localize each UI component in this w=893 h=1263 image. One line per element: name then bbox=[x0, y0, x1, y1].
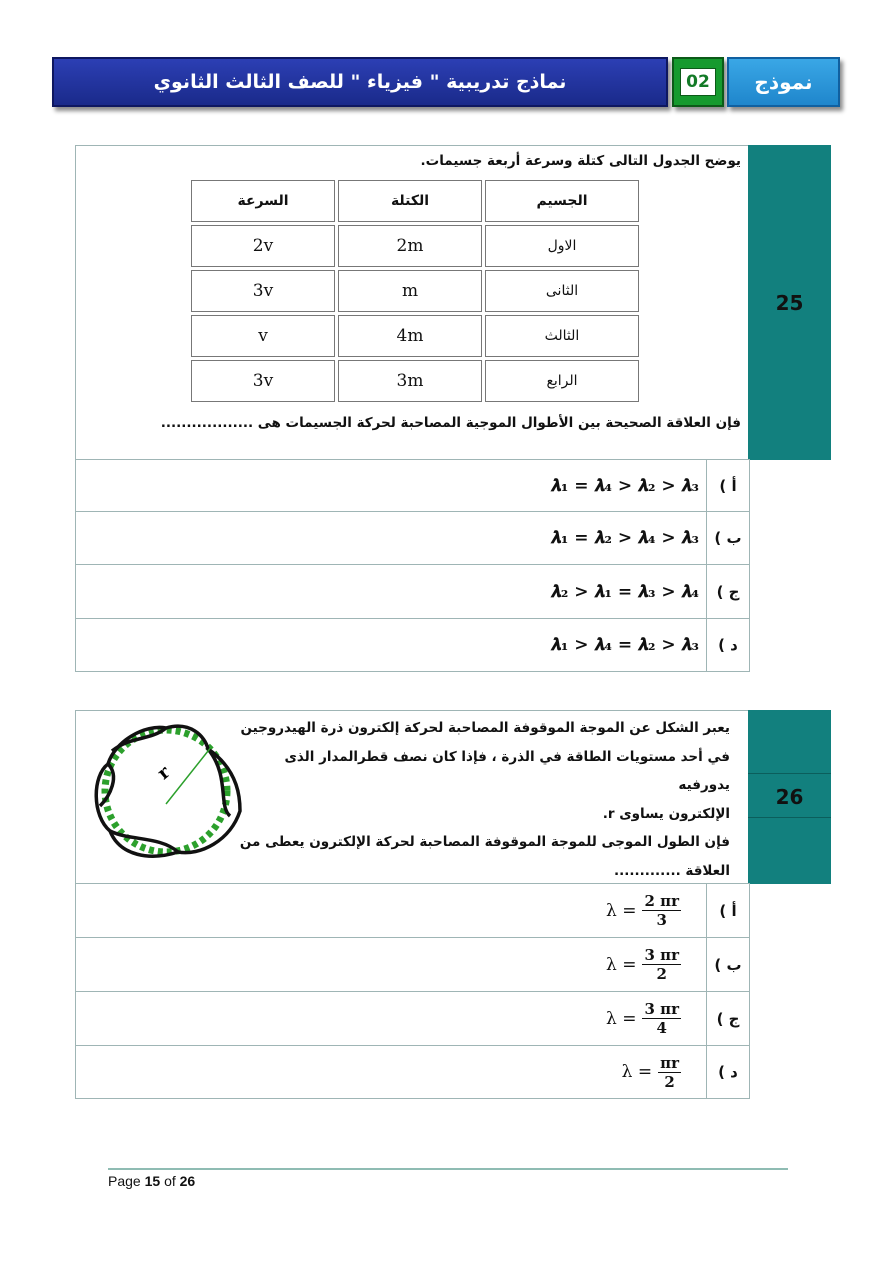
page-title: نماذج تدريبية " فيزياء " للصف الثالث الثانوي bbox=[153, 71, 567, 93]
model-number-box bbox=[672, 57, 724, 107]
divider bbox=[748, 773, 831, 774]
table-row bbox=[191, 225, 639, 267]
numerator: 2 πr bbox=[644, 892, 679, 910]
page-number: 15 bbox=[144, 1173, 161, 1189]
table-row bbox=[191, 360, 639, 402]
option-letter: ب ) bbox=[706, 512, 749, 564]
page-total: 26 bbox=[179, 1173, 196, 1189]
option-letter: د ) bbox=[706, 619, 749, 671]
fraction bbox=[642, 892, 681, 929]
option-formula bbox=[606, 938, 681, 991]
page-title-banner bbox=[52, 57, 668, 107]
option-row[interactable] bbox=[75, 991, 750, 1046]
table-header: الكتلة bbox=[338, 180, 482, 222]
option-letter: ج ) bbox=[706, 565, 749, 618]
particles-table bbox=[188, 177, 642, 405]
question-26-line: الإلكترون يساوى r. bbox=[602, 805, 730, 822]
denominator: 4 bbox=[656, 1019, 667, 1037]
option-row[interactable] bbox=[75, 883, 750, 938]
option-formula bbox=[606, 992, 681, 1045]
table-cell: 3v bbox=[191, 360, 335, 402]
table-cell: 2v bbox=[191, 225, 335, 267]
formula-lhs: λ = bbox=[606, 1008, 637, 1029]
page-word: Page bbox=[108, 1173, 141, 1189]
denominator: 3 bbox=[656, 911, 667, 929]
model-label: نموذج bbox=[754, 70, 813, 94]
option-expression: 𝝀₁ = 𝝀₂ > 𝝀₄ > 𝝀₃ bbox=[550, 528, 699, 548]
formula-lhs: λ = bbox=[621, 1062, 653, 1082]
question-26-number: 26 bbox=[748, 710, 831, 884]
radius-label: r bbox=[153, 761, 175, 785]
table-header: السرعة bbox=[191, 180, 335, 222]
fraction bbox=[642, 1000, 681, 1037]
question-26-line: العلاقة ............. bbox=[614, 862, 730, 879]
option-row[interactable] bbox=[75, 459, 750, 512]
of-word: of bbox=[164, 1173, 176, 1189]
option-letter: د ) bbox=[706, 1046, 749, 1098]
option-letter: ج ) bbox=[706, 992, 749, 1045]
table-cell: الثانى bbox=[485, 270, 639, 312]
option-expression: 𝝀₁ > 𝝀₄ = 𝝀₂ > 𝝀₃ bbox=[550, 635, 699, 655]
option-row[interactable] bbox=[75, 937, 750, 992]
divider bbox=[748, 817, 831, 818]
page-footer bbox=[108, 1173, 195, 1189]
option-letter: أ ) bbox=[706, 460, 749, 511]
fraction bbox=[658, 1054, 681, 1091]
table-cell: v bbox=[191, 315, 335, 357]
question-26-line: في أحد مستويات الطاقة في الذرة ، فإذا كان نصف قطرالمدار الذى يدورفيه bbox=[284, 748, 730, 793]
formula-lhs: λ = bbox=[606, 900, 637, 921]
table-cell: 3v bbox=[191, 270, 335, 312]
question-25-number: 25 bbox=[748, 145, 831, 460]
table-cell: 2m bbox=[338, 225, 482, 267]
radius-line bbox=[166, 746, 212, 804]
option-row[interactable] bbox=[75, 511, 750, 565]
numerator: 3 πr bbox=[644, 946, 679, 964]
denominator: 2 bbox=[664, 1072, 675, 1091]
table-cell: الرابع bbox=[485, 360, 639, 402]
table-header: الجسيم bbox=[485, 180, 639, 222]
option-row[interactable] bbox=[75, 618, 750, 672]
table-header-row bbox=[191, 180, 639, 222]
question-25-text: فإن العلاقة الصحيحة بين الأطوال الموجية المصاحبة لحركة الجسيمات هى .................. bbox=[160, 415, 741, 431]
denominator: 2 bbox=[656, 965, 667, 983]
question-26-line: فإن الطول الموجى للموجة الموقوفة المصاحبة لحركة الإلكترون يعطى من bbox=[239, 834, 730, 850]
question-26-line: يعبر الشكل عن الموجة الموقوفة المصاحبة لحركة إلكترون ذرة الهيدروجين bbox=[240, 720, 730, 736]
table-row bbox=[191, 270, 639, 312]
option-expression: 𝝀₁ = 𝝀₄ > 𝝀₂ > 𝝀₃ bbox=[550, 475, 699, 496]
option-letter: أ ) bbox=[706, 884, 749, 937]
option-letter: ب ) bbox=[706, 938, 749, 991]
option-formula bbox=[622, 1046, 681, 1098]
model-label-box bbox=[727, 57, 840, 107]
table-cell: 3m bbox=[338, 360, 482, 402]
table-row bbox=[191, 315, 639, 357]
option-expression: 𝝀₂ > 𝝀₁ = 𝝀₃ > 𝝀₄ bbox=[550, 581, 699, 602]
table-cell: m bbox=[338, 270, 482, 312]
numerator: 3 πr bbox=[644, 1000, 679, 1018]
model-number: 02 bbox=[680, 68, 716, 96]
option-row[interactable] bbox=[75, 564, 750, 619]
option-row[interactable] bbox=[75, 1045, 750, 1099]
question-26-text bbox=[230, 714, 730, 885]
formula-lhs: λ = bbox=[606, 954, 637, 975]
table-cell: الثالث bbox=[485, 315, 639, 357]
standing-wave-figure bbox=[90, 716, 242, 866]
footer-divider bbox=[108, 1168, 788, 1170]
fraction bbox=[642, 946, 681, 983]
table-cell: 4m bbox=[338, 315, 482, 357]
table-cell: الاول bbox=[485, 225, 639, 267]
numerator: πr bbox=[660, 1053, 679, 1072]
option-formula bbox=[606, 884, 681, 937]
question-25-intro: يوضح الجدول التالى كتلة وسرعة أربعة جسيمات. bbox=[420, 153, 741, 169]
